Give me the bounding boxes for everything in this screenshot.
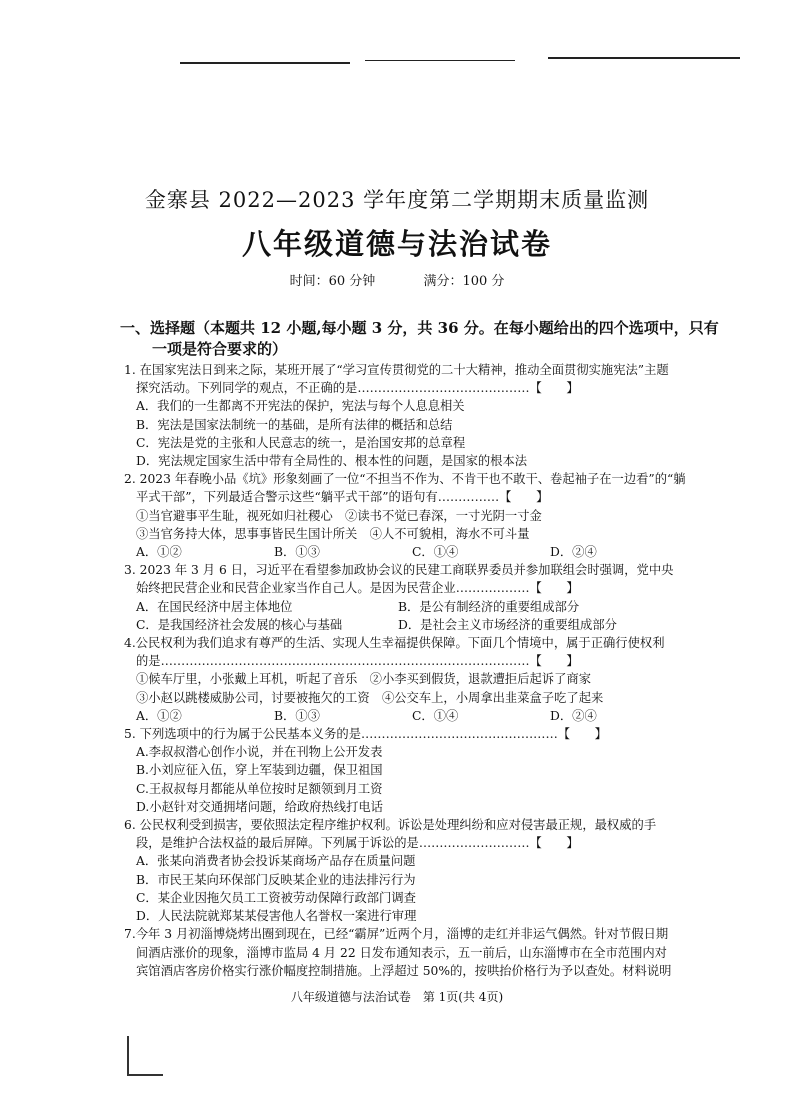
page-footer: 八年级道德与法治试卷 第 1页(共 4页) (290, 990, 504, 1004)
exam-time: 时间：60 分钟 (289, 274, 376, 289)
option-b: B.小刘应征入伍，穿上军装到边疆，保卫祖国 (136, 763, 383, 778)
option-b: B．宪法是国家法制统一的基础，是所有法律的概括和总结 (136, 417, 453, 432)
question-stem-line: 7.今年 3 月初淄博烧烤出圈到现在，已经“霸屏”近两个月，淄博的走红并非运气偶然。针对节假日期 (124, 927, 669, 942)
statement-item: ①当官避事平生耻，视死如归社稷心 ②读书不觉已春深，一寸光阴一寸金 (136, 508, 542, 523)
question-1 (124, 361, 740, 470)
option-d: D.小赵针对交通拥堵问题，给政府热线打电话 (136, 799, 383, 814)
question-stem-line: 4.公民权利为我们追求有尊严的生活、实现人生幸福提供保障。下面几个情境中，属于正确行使权利 (124, 636, 665, 651)
question-stem-line: 间酒店涨价的现象，淄博市监局 4 月 22 日发布通知表示，五一前后，山东淄博市在全市范围内对 (136, 945, 667, 960)
statement-item: ③小赵以跳楼威胁公司，讨要被拖欠的工资 ④公交车上，小周拿出韭菜盒子吃了起来 (136, 690, 604, 705)
option-b: B．市民王某向环保部门反映某企业的违法排污行为 (136, 872, 416, 887)
option-d: D．②④ (550, 545, 597, 560)
scan-artifact-line (180, 62, 350, 64)
question-stem-line: 3. 2023 年 3 月 6 日，习近平在看望参加政协会议的民建工商联界委员并参加联组会时强调，党中央 (124, 563, 674, 578)
option-a: A．在国民经济中居主体地位 (136, 599, 293, 614)
exam-title-line1: 金寨县 2022—2023 学年度第二学期期末质量监测 (144, 188, 650, 212)
option-d: D．②④ (550, 708, 597, 723)
exam-score: 满分：100 分 (423, 274, 505, 289)
question-stem-line: 平式干部”，下列最适合警示这些“躺平式干部”的语句有……………【 】 (136, 490, 549, 505)
option-b: B．①③ (274, 708, 320, 723)
question-stem-line: 5. 下列选项中的行为属于公民基本义务的是…………………………………………【 】 (124, 727, 607, 742)
option-c: C．①④ (412, 708, 459, 723)
question-stem-line: 1. 在国家宪法日到来之际，某班开展了“学习宣传贯彻党的二十大精神，推动全面贯彻实施宪法”主题 (124, 363, 669, 377)
question-2 (124, 470, 740, 561)
option-d: D．宪法规定国家生活中带有全局性的、根本性的问题，是国家的根本法 (136, 454, 528, 469)
question-stem-line: 宾馆酒店客房价格实行涨价幅度控制措施。上浮超过 50%的，按哄抬价格行为予以查处。材料说明 (136, 963, 672, 978)
statement-item: ①候车厅里，小张戴上耳机，听起了音乐 ②小李买到假货，退款遭拒后起诉了商家 (136, 672, 591, 687)
option-a: A.李叔叔潜心创作小说，并在刊物上公开发表 (136, 745, 383, 760)
question-stem-line: 始终把民营企业和民营企业家当作自己人。是因为民营企业………………【 】 (136, 581, 579, 596)
question-7 (124, 925, 740, 980)
option-a: A．张某向消费者协会投诉某商场产品存在质量问题 (136, 854, 416, 869)
option-b: B．①③ (274, 545, 320, 560)
question-stem-line: 段，是维护合法权益的最后屏障。下列属于诉讼的是………………………【 】 (136, 836, 579, 851)
scan-artifact-line (365, 60, 515, 61)
exam-title-main: 八年级道德与法治试卷 (241, 227, 552, 261)
option-c: C．①④ (412, 545, 459, 560)
option-a: A．我们的一生都离不开宪法的保护，宪法与每个人息息相关 (136, 399, 465, 414)
scan-corner-mark (127, 1036, 129, 1076)
option-row (124, 707, 740, 725)
option-d: D．人民法院就郑某某侵害他人名誉权一案进行审理 (136, 909, 417, 924)
option-row (124, 543, 740, 561)
option-row (124, 616, 740, 634)
question-6 (124, 816, 740, 925)
question-stem-line: 2. 2023 年春晚小品《坑》形象刻画了一位“不担当不作为、不肯干也不敢干、卷起袖子在一边看”的“躺 (124, 472, 686, 487)
section-heading-line2: 一项是符合要求的） (152, 340, 288, 358)
option-c: C．是我国经济社会发展的核心与基础 (136, 617, 343, 632)
scan-corner-mark (127, 1074, 163, 1076)
scan-artifact-line (548, 57, 740, 59)
option-c: C．宪法是党的主张和人民意志的统一，是治国安邦的总章程 (136, 435, 466, 450)
question-5 (124, 725, 740, 816)
question-3 (124, 561, 740, 634)
option-a: A．①② (136, 545, 182, 560)
option-c: C．某企业因拖欠员工工资被劳动保障行政部门调查 (136, 890, 416, 905)
section-heading (120, 318, 740, 360)
question-stem-line: 探究活动。下列同学的观点，不正确的是……………………………………【 】 (136, 381, 579, 396)
exam-meta (0, 270, 794, 289)
option-b: B．是公有制经济的重要组成部分 (398, 599, 580, 614)
question-stem-line: 的是………………………………………………………………………………【 】 (136, 654, 579, 669)
section-heading-line1: 一、选择题（本题共 12 小题,每小题 3 分，共 36 分。在每小题给出的四个选项中，只有 (120, 319, 719, 337)
statement-item: ③当官务持大体，思事事皆民生国计所关 ④人不可貌相，海水不可斗量 (136, 526, 530, 541)
option-a: A．①② (136, 708, 182, 723)
option-d: D．是社会主义市场经济的重要组成部分 (398, 617, 617, 632)
option-c: C.王叔叔每月都能从单位按时足额领到月工资 (136, 781, 383, 796)
question-4 (124, 634, 740, 725)
question-stem-line: 6. 公民权利受到损害，要依照法定程序维护权利。诉讼是处理纠纷和应对侵害最正规，最权威的手 (124, 818, 657, 833)
questions (124, 361, 740, 980)
option-row (124, 598, 740, 616)
